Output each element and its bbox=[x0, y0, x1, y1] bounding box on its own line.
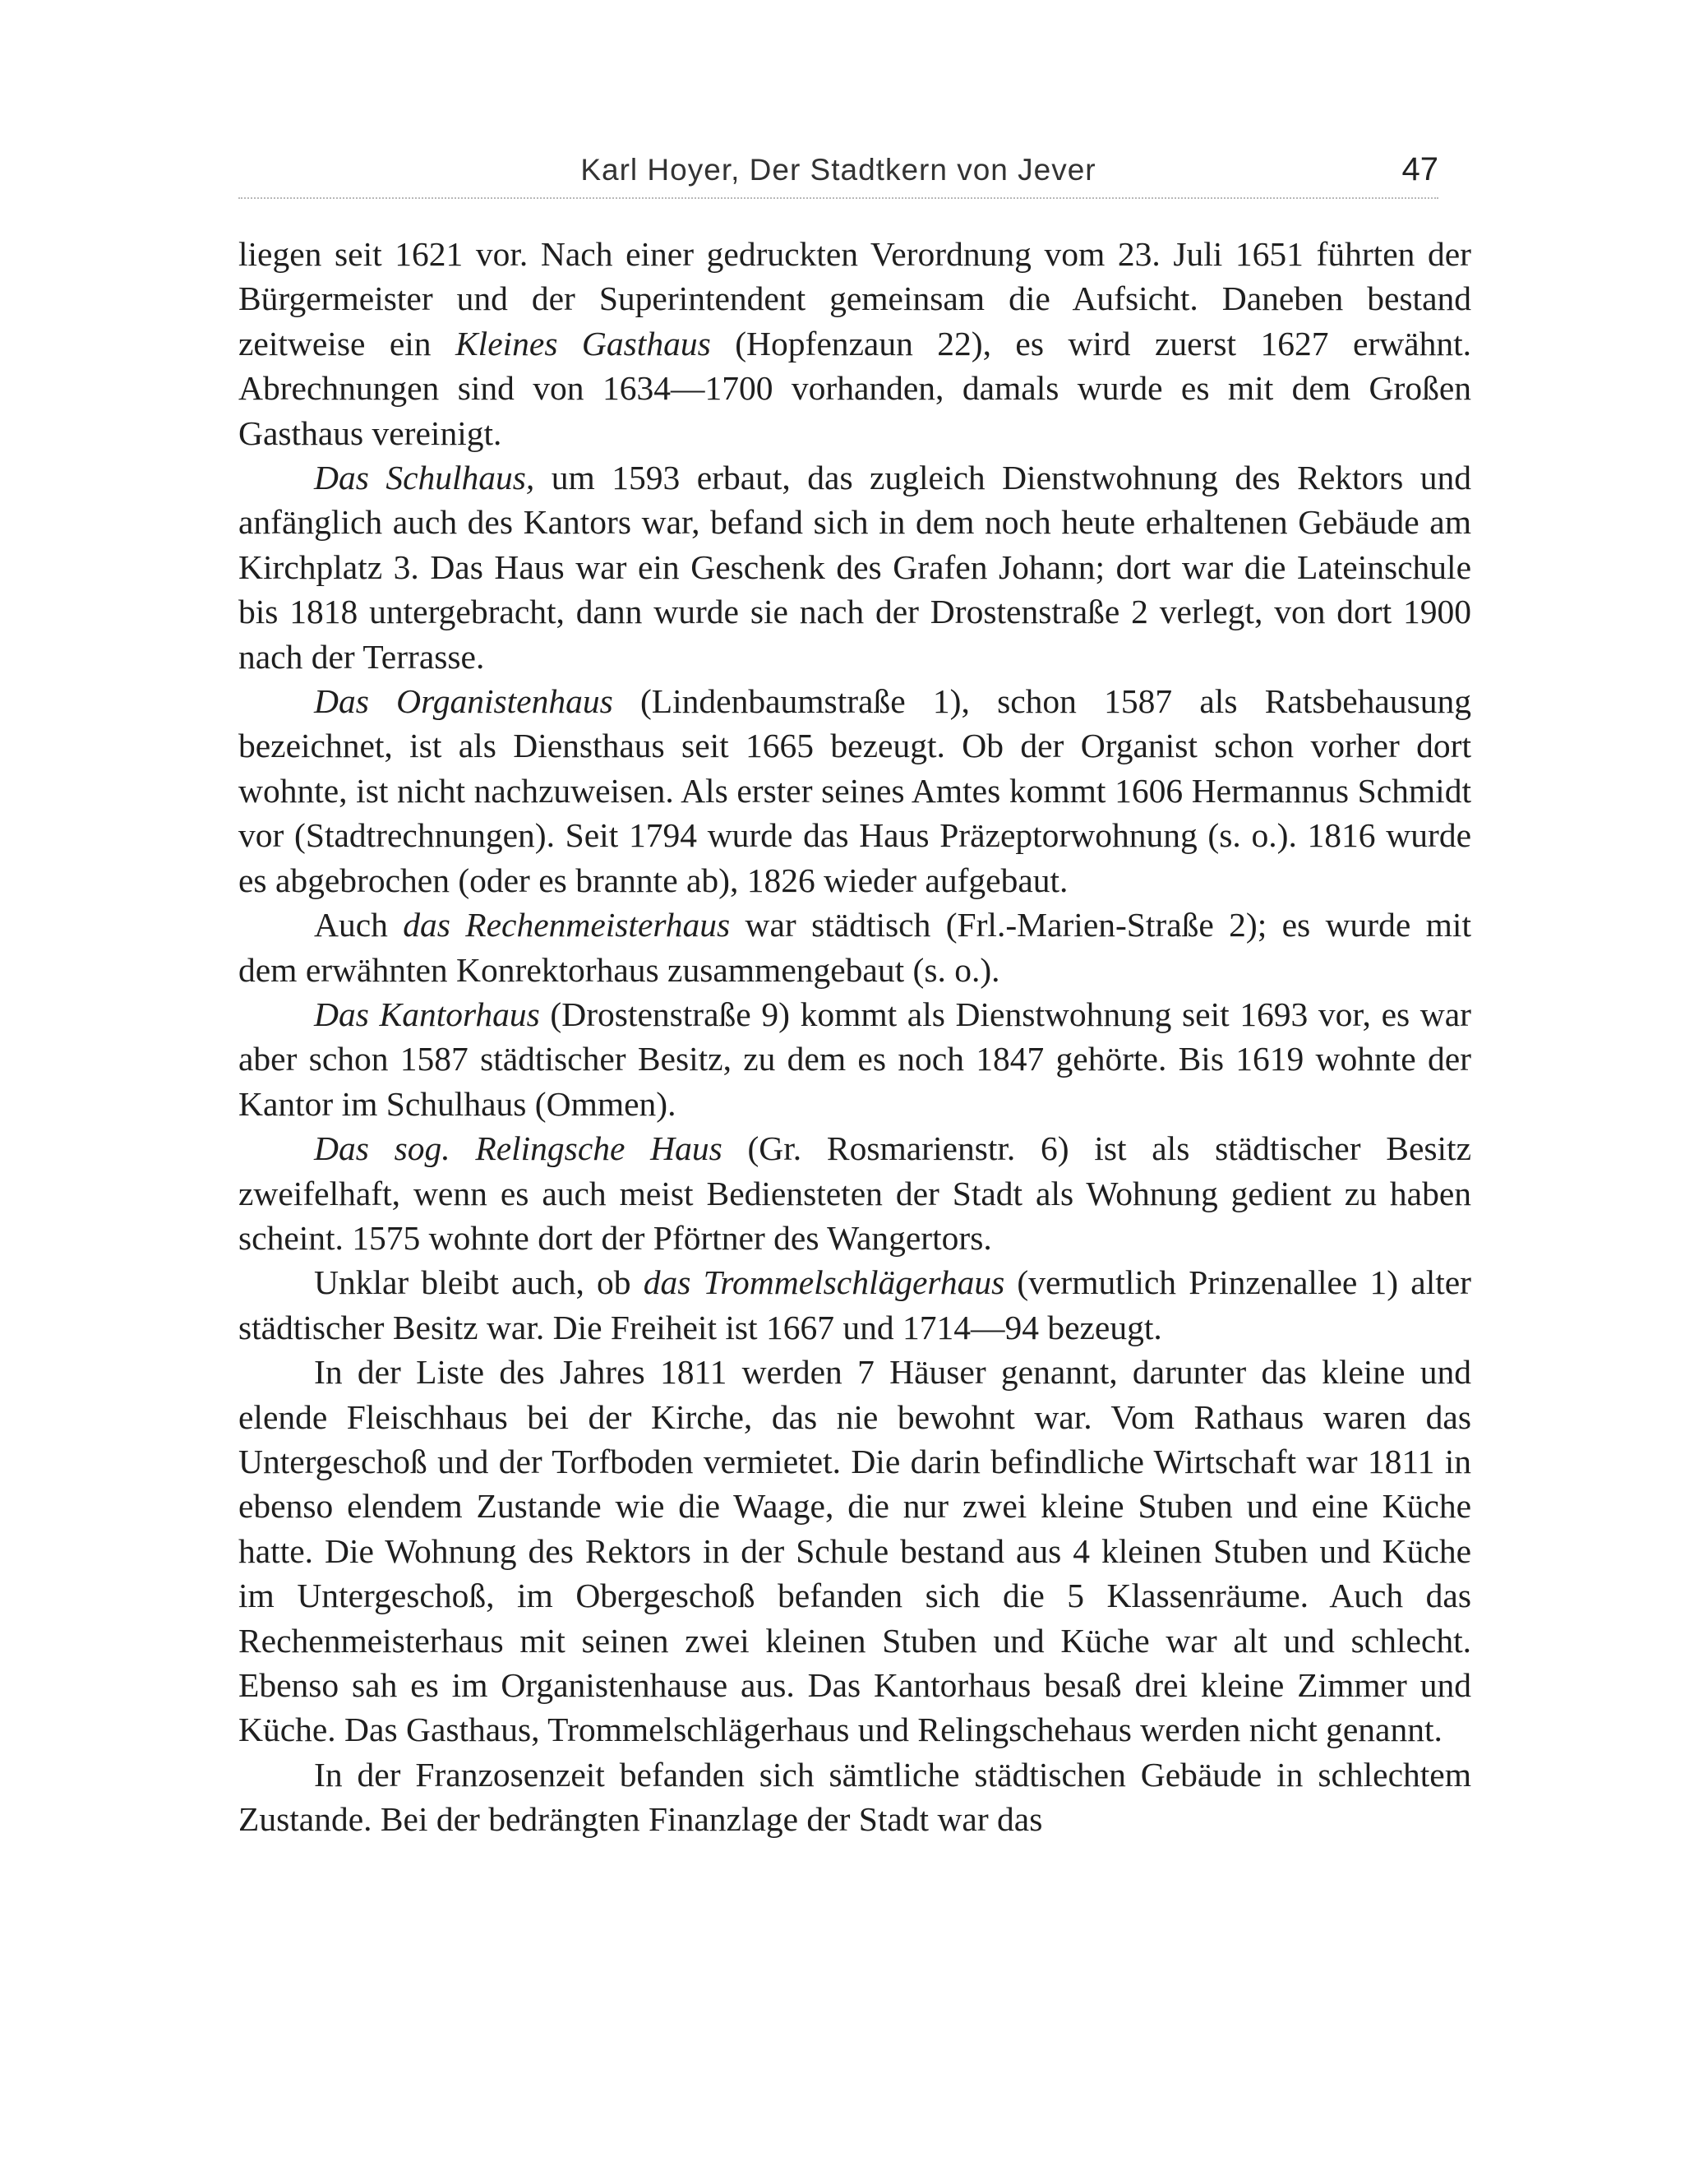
text-run: Unklar bleibt auch, ob bbox=[314, 1263, 644, 1302]
italic-term: Das Organistenhaus bbox=[314, 682, 613, 721]
text-run: (vermutlich Prinzenallee 1) alter städtischer Besitz war. Die Freiheit ist 1667 und 1714—94 bezeugt. bbox=[238, 1263, 1472, 1346]
paragraph bbox=[238, 232, 1471, 455]
header-divider bbox=[238, 197, 1438, 199]
paragraph bbox=[238, 903, 1471, 992]
paragraph bbox=[238, 455, 1471, 679]
paragraph bbox=[238, 992, 1471, 1126]
italic-term: Kleines Gasthaus bbox=[455, 324, 711, 362]
text-run: In der Liste des Jahres 1811 werden 7 Häuser genannt, darunter das kleine und elende Fleischhaus bei der Kirche, das nie bewohnt war. Vom Rathaus waren das Untergeschoß und der Torfboden vermietet. Die darin befindliche Wirtschaft war 1811 in ebenso elendem Zustande wie die Waage, die nur zwei kleine Stuben und eine Küche hatte. Die Wohnung des Rektors in der Schule bestand aus 4 kleinen Stuben und Küche im Untergeschoß, im Obergeschoß befanden sich die 5 Klassenräume. Auch das Rechenmeisterhaus mit seinen zwei kleinen Stuben und Küche war alt und schlecht. Ebenso sah es im Organistenhause aus. Das Kantorhaus besaß drei kleine Zimmer und Küche. Das Gasthaus, Trommelschlägerhaus und Relingschehaus werden nicht genannt. bbox=[238, 1353, 1471, 1749]
italic-term: Das sog. Relingsche Haus bbox=[314, 1129, 722, 1168]
text-run: Auch bbox=[314, 906, 404, 944]
text-run: (Drostenstraße 9) kommt als Dienstwohnung seit 1693 vor, es war aber schon 1587 städtischer Besitz, zu dem es noch 1847 gehörte. Bis 1619 wohnte der Kantor im Schulhaus (Ommen). bbox=[238, 995, 1471, 1123]
body-text bbox=[238, 232, 1471, 1842]
page-number: 47 bbox=[1401, 151, 1438, 187]
paragraph bbox=[238, 1752, 1471, 1842]
italic-term: Das Kantorhaus bbox=[314, 995, 540, 1033]
running-title: Karl Hoyer, Der Stadtkern von Jever bbox=[580, 153, 1096, 187]
italic-term: das Trommelschlägerhaus bbox=[643, 1263, 1005, 1302]
text-run: In der Franzosenzeit befanden sich sämtliche städtischen Gebäude in schlechtem Zustande. Bei der bedrängten Finanzlage der Stadt war das bbox=[238, 1755, 1471, 1839]
text-run: um 1593 erbaut, das zugleich Dienstwohnung des Rektors und anfänglich auch des Kantors war, befand sich in dem noch heute erhaltenen Gebäude am Kirchplatz 3. Das Haus war ein Geschenk des Grafen Johann; dort war die Lateinschule bis 1818 untergebracht, dann wurde sie nach der Drostenstraße 2 verlegt, von dort 1900 nach der Terrasse. bbox=[238, 459, 1471, 676]
text-run: (Gr. Rosmarienstr. 6) ist als städtischer Besitz zweifelhaft, wenn es auch meist Bediensteten der Stadt als Wohnung gedient zu haben scheint. 1575 wohnte dort der Pförtner des Wangertors. bbox=[238, 1129, 1471, 1257]
paragraph bbox=[238, 1126, 1471, 1260]
paragraph bbox=[238, 1260, 1471, 1350]
text-run: (Hopfenzaun 22), es wird zuerst 1627 erwähnt. Abrechnungen sind von 1634—1700 vorhanden, damals wurde es mit dem Großen Gasthaus vereinigt. bbox=[238, 324, 1472, 452]
text-run: liegen seit 1621 vor. Nach einer gedruckten Verordnung vom 23. Juli 1651 führten der Bürgermeister und der Superintendent gemeinsam die Aufsicht. Daneben bestand zeitweise ein bbox=[238, 235, 1471, 362]
page-header bbox=[238, 146, 1438, 196]
paragraph bbox=[238, 1350, 1471, 1752]
text-run: (Lindenbaumstraße 1), schon 1587 als Ratsbehausung bezeichnet, ist als Diensthaus seit 1665 bezeugt. Ob der Organist schon vorher dort wohnte, ist nicht nachzuweisen. Als erster seines Amtes kommt 1606 Hermannus Schmidt vor (Stadtrechnungen). Seit 1794 wurde das Haus Präzeptorwohnung (s. o.). 1816 wurde es abgebrochen (oder es brannte ab), 1826 wieder aufgebaut. bbox=[238, 682, 1472, 899]
italic-term: das Rechenmeisterhaus bbox=[403, 906, 731, 944]
paragraph bbox=[238, 679, 1471, 903]
italic-term: Das Schulhaus, bbox=[314, 459, 535, 497]
text-run: war städtisch (Frl.-Marien-Straße 2); es wurde mit dem erwähnten Konrektorhaus zusammengebaut (s. o.). bbox=[238, 906, 1471, 989]
